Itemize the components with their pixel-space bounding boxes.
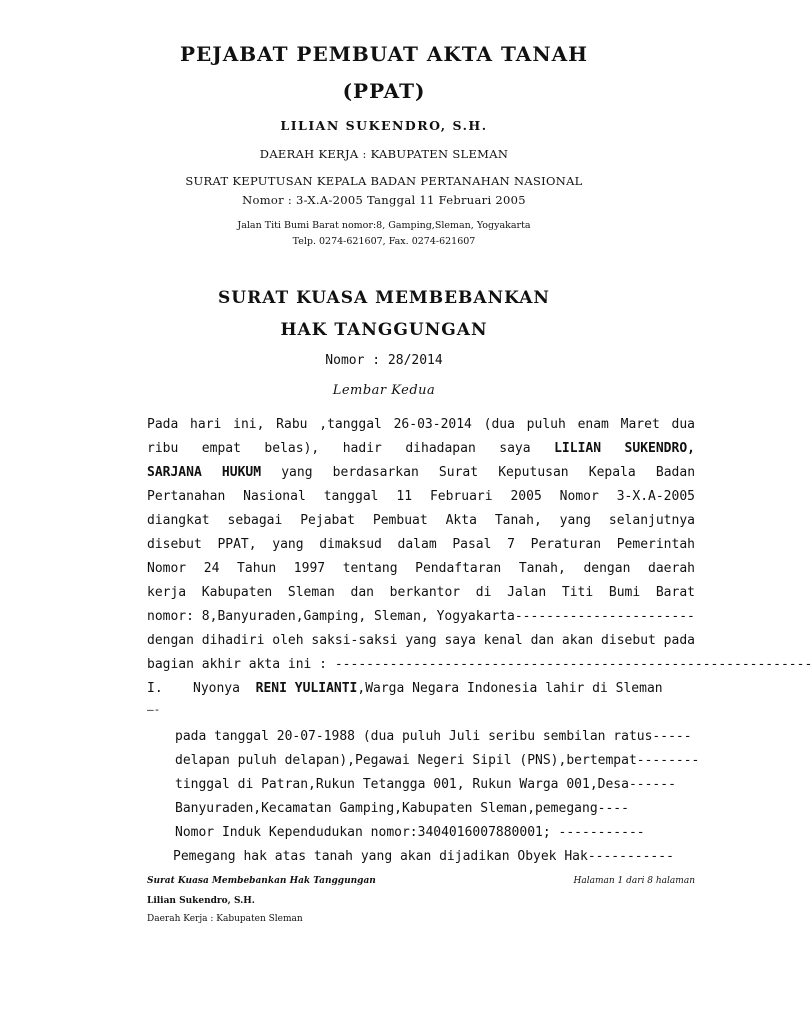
document-number: Nomor : 28/2014 xyxy=(325,353,443,368)
party-number: I. xyxy=(147,681,163,696)
body-line-3: SARJANA HUKUM yang berdasarkan Surat Keputusan Kepala Badan xyxy=(147,465,696,480)
footer-notary-name: Lilian Sukendro, S.H. xyxy=(147,896,255,906)
party-detail-5: Nomor Induk Kependudukan nomor:3404016007880001; ----------- xyxy=(175,825,645,840)
party-detail-1: pada tanggal 20-07-1988 (dua puluh Juli seribu sembilan ratus----- xyxy=(175,729,692,744)
decree-number: Nomor : 3-X.A-2005 Tanggal 11 Februari 2005 xyxy=(242,193,526,207)
notary-degree-bold: SARJANA HUKUM xyxy=(147,465,262,480)
body-line-1: Pada hari ini, Rabu ,tanggal 26-03-2014 (dua puluh enam Maret dua xyxy=(147,417,695,432)
body-line-2: ribu empat belas), hadir dihadapan saya LILIAN SUKENDRO, xyxy=(147,441,695,456)
footer-work-area: Daerah Kerja : Kabupaten Sleman xyxy=(147,914,303,924)
document-title-line2: HAK TANGGUNGAN xyxy=(280,320,488,340)
office-title: PEJABAT PEMBUAT AKTA TANAH xyxy=(179,42,589,66)
body-line-6: disebut PPAT, yang dimaksud dalam Pasal 7 Peraturan Pemerintah xyxy=(147,537,695,552)
office-address: Jalan Titi Bumi Barat nomor:8, Gamping,Sleman, Yogyakarta xyxy=(237,220,531,231)
decree-title: SURAT KEPUTUSAN KEPALA BADAN PERTANAHAN NASIONAL xyxy=(185,174,583,188)
office-phone: Telp. 0274-621607, Fax. 0274-621607 xyxy=(292,236,476,247)
party-detail-3: tinggal di Patran,Rukun Tetangga 001, Rukun Warga 001,Desa------ xyxy=(175,777,676,792)
body-line-8: kerja Kabupaten Sleman dan berkantor di Jalan Titi Bumi Barat xyxy=(147,585,695,600)
body-line-9: nomor: 8,Banyuraden,Gamping, Sleman, Yogyakarta----------------------- xyxy=(147,609,695,624)
body-line-4: Pertanahan Nasional tanggal 11 Februari 2005 Nomor 3-X.A-2005 xyxy=(147,489,695,504)
party-detail-2: delapan puluh delapan),Pegawai Negeri Sipil (PNS),bertempat-------- xyxy=(175,753,700,768)
work-area: DAERAH KERJA : KABUPATEN SLEMAN xyxy=(259,147,509,161)
body-line-10: dengan dihadiri oleh saksi-saksi yang saya kenal dan akan disebut pada xyxy=(147,633,695,648)
footer-page-info: Halaman 1 dari 8 halaman xyxy=(573,876,695,886)
party-line: Nyonya RENI YULIANTI,Warga Negara Indonesia lahir di Sleman xyxy=(193,681,663,696)
document-title-line1: SURAT KUASA MEMBEBANKAN xyxy=(218,288,550,308)
body-line-7: Nomor 24 Tahun 1997 tentang Pendaftaran Tanah, dengan daerah xyxy=(147,561,695,576)
notary-name-bold: LILIAN SUKENDRO, xyxy=(554,441,695,456)
party-detail-6: Pemegang hak atas tanah yang akan dijadikan Obyek Hak----------- xyxy=(173,849,674,864)
footer-document-title: Surat Kuasa Membebankan Hak Tanggungan xyxy=(147,876,376,886)
office-abbreviation: (PPAT) xyxy=(342,79,426,103)
sheet-label: Lembar Kedua xyxy=(332,383,436,398)
body-line-5: diangkat sebagai Pejabat Pembuat Akta Tanah, yang selanjutnya xyxy=(147,513,695,528)
body-line-11: bagian akhir akta ini : ------------------------------------------------------------- xyxy=(147,657,812,672)
party-name-bold: RENI YULIANTI xyxy=(255,681,358,696)
notary-name: LILIAN SUKENDRO, S.H. xyxy=(280,118,488,133)
party-dash: —- xyxy=(147,703,161,716)
party-detail-4: Banyuraden,Kecamatan Gamping,Kabupaten Sleman,pemegang---- xyxy=(175,801,629,816)
